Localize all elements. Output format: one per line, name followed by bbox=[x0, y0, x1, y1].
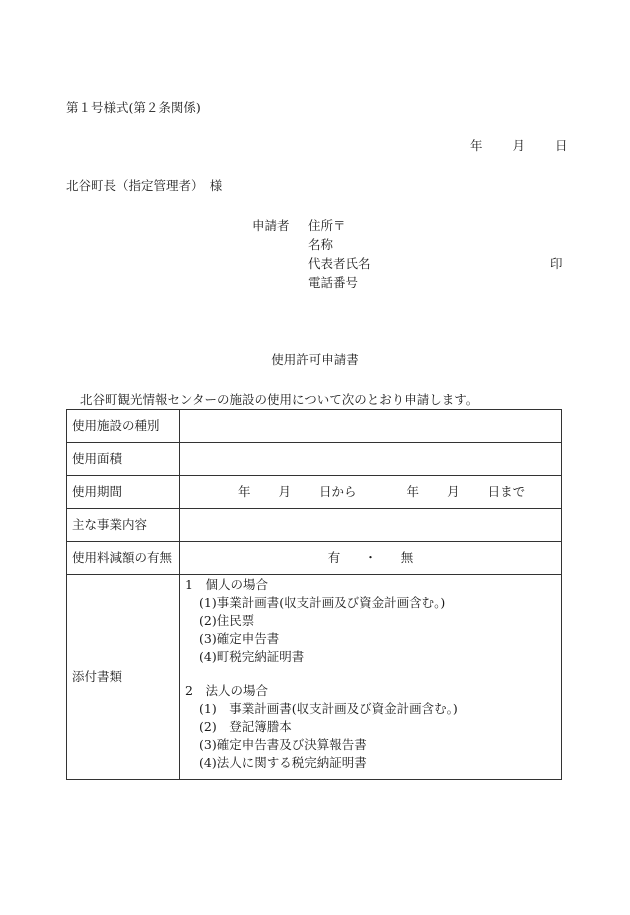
application-table bbox=[66, 409, 562, 780]
corporate-heading: 2 法人の場合 bbox=[185, 683, 268, 698]
reduction-label: 使用料減額の有無 bbox=[67, 542, 180, 575]
applicant-representative-label: 代表者氏名 bbox=[308, 256, 371, 271]
attachments-field bbox=[180, 575, 562, 780]
row-period bbox=[67, 476, 562, 509]
list-item: (4)町税完納証明書 bbox=[199, 649, 305, 664]
form-number: 第１号様式(第２条関係) bbox=[66, 100, 201, 115]
applicant-label: 申請者 bbox=[252, 218, 290, 233]
applicant-name-label: 名称 bbox=[308, 237, 334, 252]
list-item: (2)住民票 bbox=[199, 613, 255, 628]
period-from-day: 日から bbox=[319, 484, 357, 499]
list-item: (4)法人に関する税完納証明書 bbox=[199, 755, 367, 770]
reduction-separator: ・ bbox=[364, 550, 377, 565]
intro-text: 北谷町観光情報センターの施設の使用について次のとおり申請します。 bbox=[80, 392, 479, 407]
reduction-no[interactable]: 無 bbox=[400, 550, 414, 565]
list-item: (3)確定申告書 bbox=[199, 631, 280, 646]
area-field[interactable] bbox=[180, 443, 562, 476]
document-title: 使用許可申請書 bbox=[271, 352, 359, 367]
list-item: (3)確定申告書及び決算報告書 bbox=[199, 737, 367, 752]
row-facility-type bbox=[67, 410, 562, 443]
reduction-field[interactable] bbox=[180, 542, 562, 575]
reduction-yes[interactable]: 有 bbox=[327, 550, 341, 565]
facility-type-field[interactable] bbox=[180, 410, 562, 443]
list-item: (1)事業計画書(収支計画及び資金計画含む。) bbox=[199, 595, 446, 610]
list-item: (1) 事業計画書(収支計画及び資金計画含む。) bbox=[199, 701, 458, 716]
facility-type-label: 使用施設の種別 bbox=[67, 410, 180, 443]
period-to-day: 日まで bbox=[487, 484, 526, 499]
attachments-label: 添付書類 bbox=[67, 575, 180, 780]
period-from-year: 年 bbox=[238, 484, 251, 499]
row-area bbox=[67, 443, 562, 476]
date-day: 日 bbox=[555, 138, 568, 153]
business-field[interactable] bbox=[180, 509, 562, 542]
date-month: 月 bbox=[512, 138, 526, 153]
seal-mark: 印 bbox=[550, 256, 563, 271]
row-business bbox=[67, 509, 562, 542]
list-item: (2) 登記簿謄本 bbox=[199, 719, 292, 734]
individual-heading: 1 個人の場合 bbox=[185, 577, 268, 592]
business-label: 主な事業内容 bbox=[67, 509, 180, 542]
period-to-year: 年 bbox=[406, 484, 420, 499]
applicant-phone-label: 電話番号 bbox=[308, 275, 359, 290]
date-year: 年 bbox=[470, 138, 483, 153]
date-line bbox=[470, 138, 568, 154]
row-attachments bbox=[67, 575, 562, 780]
period-to-month: 月 bbox=[447, 484, 460, 499]
period-label: 使用期間 bbox=[67, 476, 180, 509]
period-from-month: 月 bbox=[278, 484, 292, 499]
addressee: 北谷町長（指定管理者） 様 bbox=[66, 178, 223, 193]
area-label: 使用面積 bbox=[67, 443, 180, 476]
row-reduction bbox=[67, 542, 562, 575]
period-field[interactable] bbox=[180, 476, 562, 509]
applicant-address-label: 住所〒 bbox=[308, 218, 346, 233]
